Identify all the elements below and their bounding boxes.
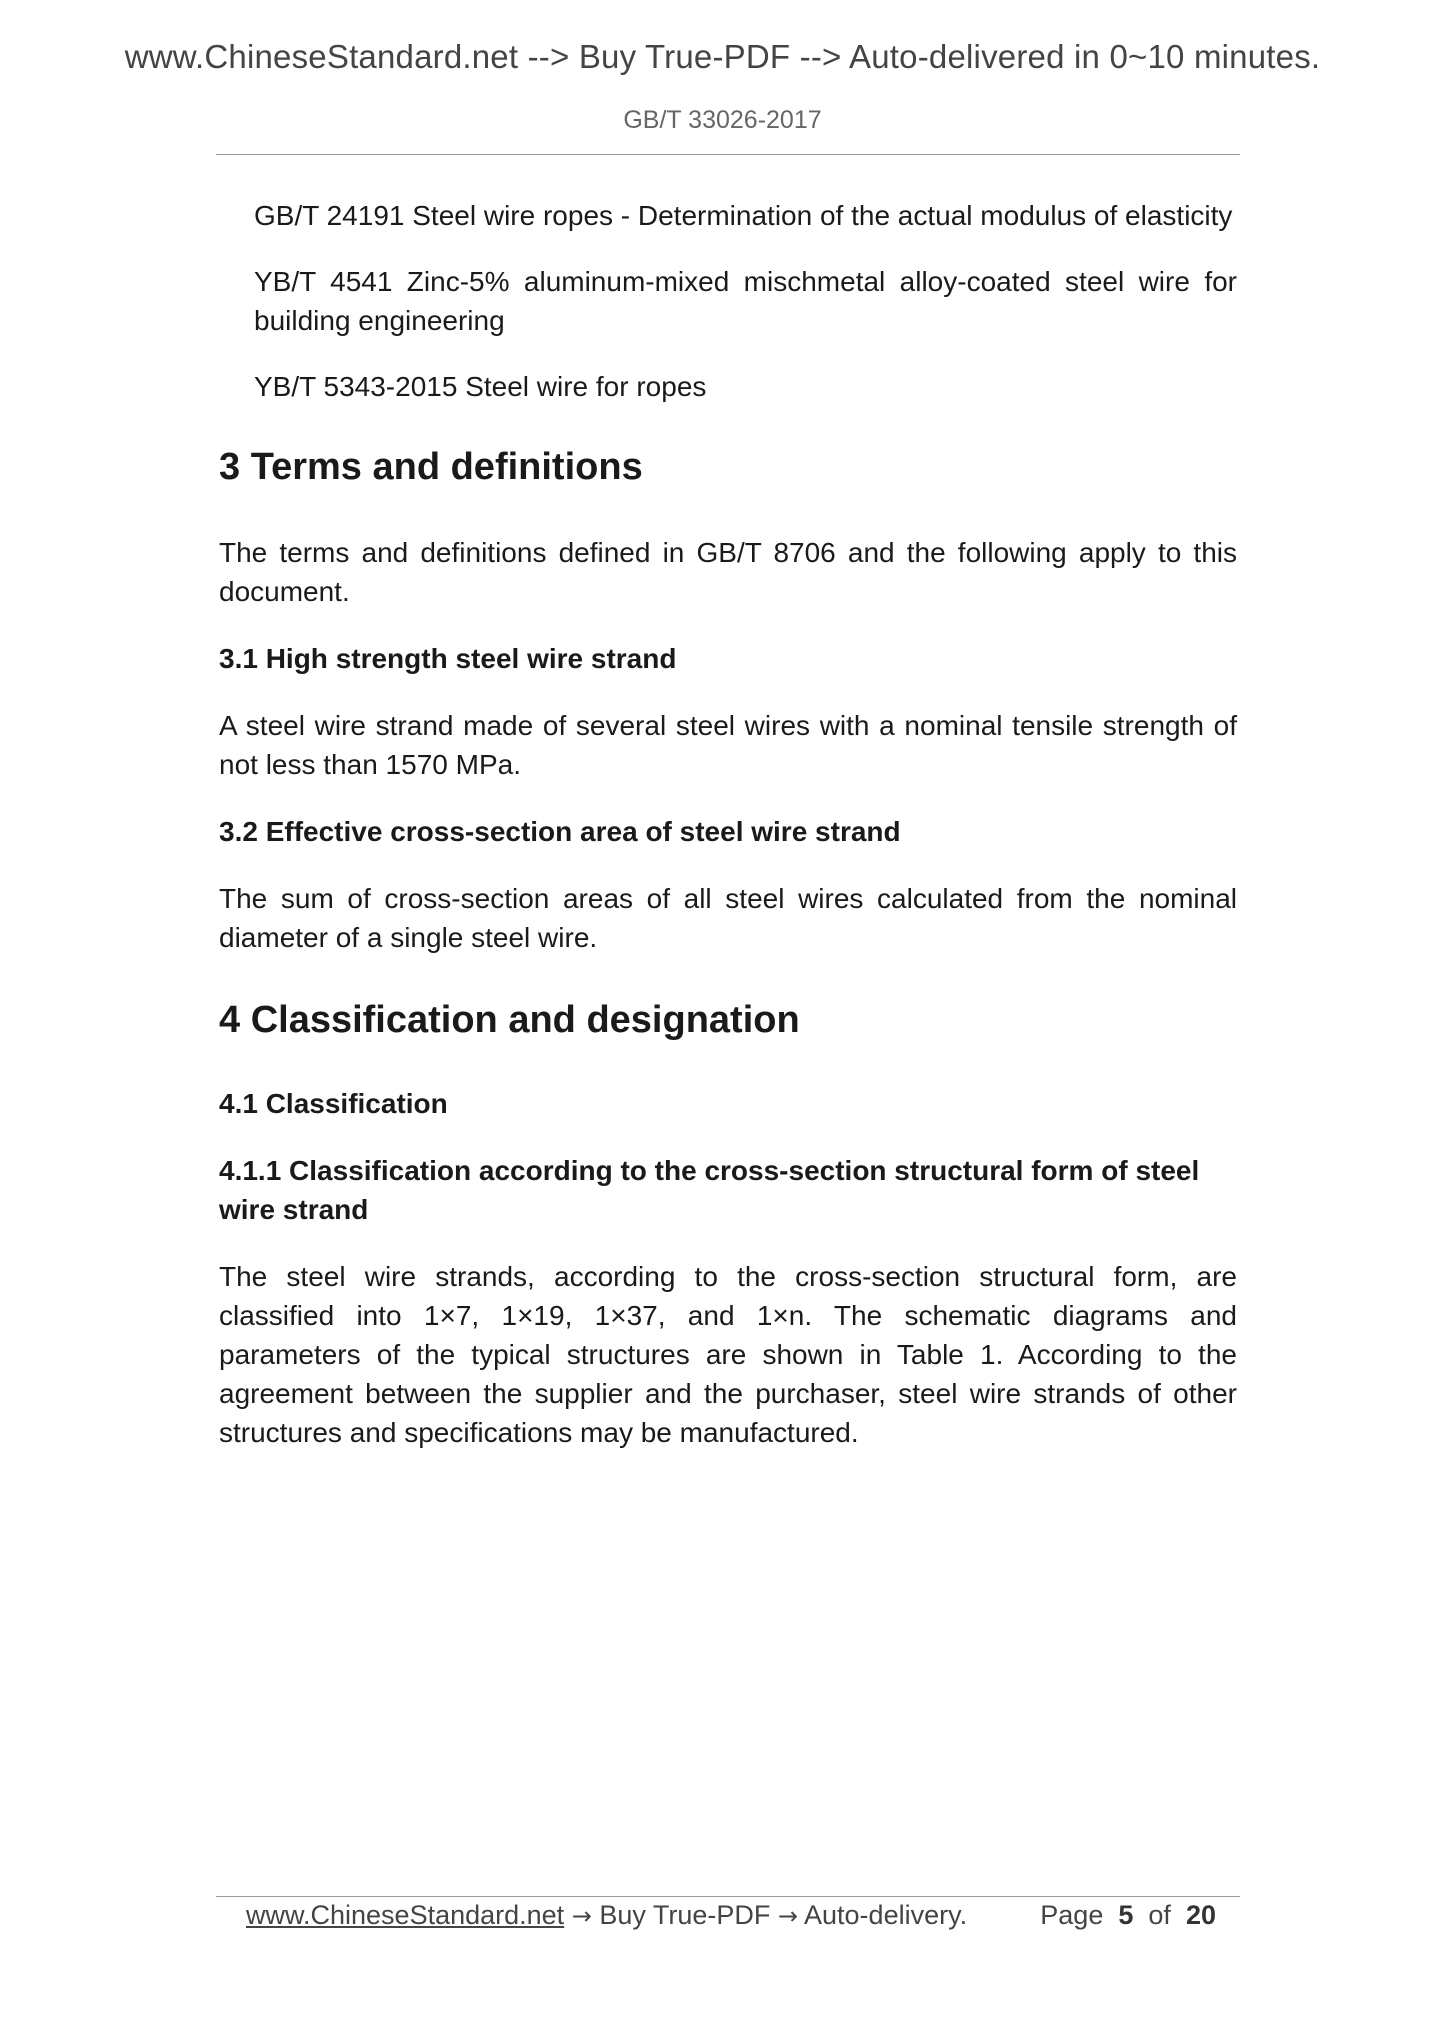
- arrow-right-icon: →: [571, 1902, 592, 1930]
- section-3-1-heading: 3.1 High strength steel wire strand: [219, 643, 677, 674]
- page-total: 20: [1185, 1900, 1216, 1930]
- footer-site-link[interactable]: www.ChineseStandard.net: [246, 1900, 565, 1930]
- page-number: 5: [1118, 1900, 1134, 1930]
- section-3-2-text: The sum of cross-section areas of all steel wires calculated from the nominal diameter of a single steel wire.: [219, 883, 1237, 953]
- reference-item: YB/T 5343-2015 Steel wire for ropes: [254, 371, 707, 402]
- section-4-1-1-text: The steel wire strands, according to the cross-section structural form, are classified into 1×7, 1×19, 1×37, and 1×n. The schematic diagrams and parameters of the typical structures are shown in Table 1. According to the agreement between the supplier and the purchaser, steel wire strands of other structures and specifications may be manufactured.: [219, 1261, 1237, 1448]
- document-code: GB/T 33026-2017: [623, 106, 822, 134]
- page-indicator: [1040, 1900, 1216, 1931]
- footer-delivery-text: Auto-delivery.: [804, 1900, 968, 1930]
- section-3-2-heading: 3.2 Effective cross-section area of steel wire strand: [219, 816, 901, 847]
- section-4-1-heading: 4.1 Classification: [219, 1088, 448, 1119]
- footer-divider: [216, 1896, 1240, 1897]
- section-3-heading: 3 Terms and definitions: [219, 446, 643, 488]
- page-content: [219, 196, 1237, 1480]
- section-4-1-1-heading: 4.1.1 Classification according to the cross-section structural form of steel wire strand: [219, 1155, 1200, 1225]
- footer-buy-text: Buy True-PDF: [599, 1900, 771, 1930]
- section-3-intro: The terms and definitions defined in GB/T 8706 and the following apply to this document.: [219, 537, 1237, 607]
- page-footer: [246, 1900, 1216, 1931]
- of-label: of: [1148, 1900, 1171, 1930]
- reference-item: YB/T 4541 Zinc-5% aluminum-mixed mischmetal alloy-coated steel wire for building engineering: [254, 266, 1237, 336]
- reference-item: GB/T 24191 Steel wire ropes - Determination of the actual modulus of elasticity: [254, 200, 1233, 231]
- header-divider: [216, 154, 1240, 155]
- top-banner: www.ChineseStandard.net --> Buy True-PDF --> Auto-delivered in 0~10 minutes.: [124, 38, 1321, 75]
- section-4-heading: 4 Classification and designation: [219, 999, 800, 1041]
- page-label: Page: [1040, 1900, 1104, 1930]
- arrow-right-icon: →: [777, 1902, 798, 1930]
- footer-promo: [246, 1900, 967, 1931]
- section-3-1-text: A steel wire strand made of several steel wires with a nominal tensile strength of not less than 1570 MPa.: [219, 710, 1237, 780]
